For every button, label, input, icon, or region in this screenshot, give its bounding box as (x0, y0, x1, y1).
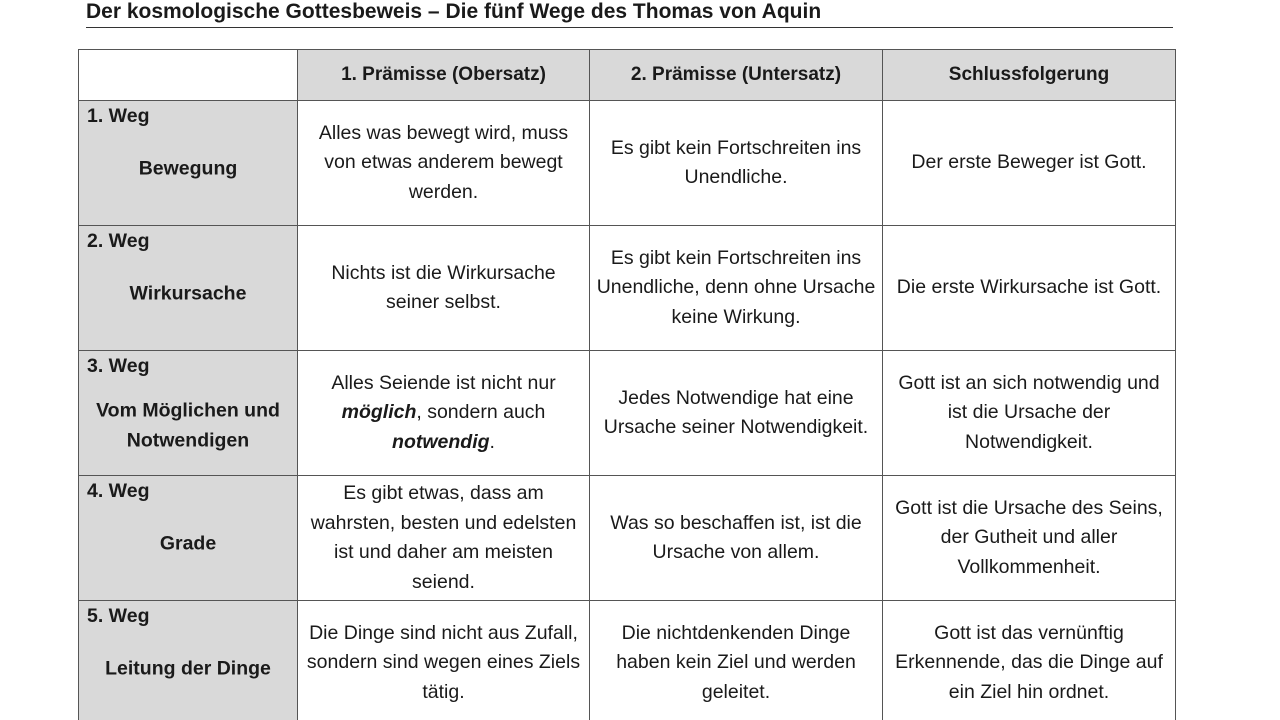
table-row (79, 351, 1176, 476)
way-header-cell (79, 101, 298, 226)
way-header-cell (79, 351, 298, 476)
conclusion-cell: Der erste Beweger ist Gott. (883, 101, 1176, 226)
document-title: Der kosmologische Gottesbeweis – Die fünf Wege des Thomas von Aquin (86, 0, 822, 23)
premise2-cell: Es gibt kein Fortschreiten ins Unendliche, denn ohne Ursache keine Wirkung. (590, 226, 883, 351)
table-row (79, 101, 1176, 226)
conclusion-cell: Gott ist an sich notwendig und ist die Ursache der Notwendigkeit. (883, 351, 1176, 476)
premise1-cell: Nichts ist die Wirkursache seiner selbst. (298, 226, 590, 351)
premise1-cell: Alles was bewegt wird, muss von etwas anderem bewegt werden. (298, 101, 590, 226)
premise1-text: . (489, 430, 495, 453)
header-conclusion: Schlussfolgerung (883, 50, 1176, 101)
premise2-cell: Die nichtdenkenden Dinge haben kein Ziel und werden geleitet. (590, 601, 883, 720)
way-header-cell (79, 226, 298, 351)
premise1-cell: Es gibt etwas, dass am wahrsten, besten und edelsten ist und daher am meisten seiend. (298, 476, 590, 601)
header-corner-cell (79, 50, 298, 101)
way-number: 4. Weg (87, 480, 150, 502)
header-premise2: 2. Prämisse (Untersatz) (590, 50, 883, 101)
premise2-cell: Es gibt kein Fortschreiten ins Unendliche. (590, 101, 883, 226)
emphasis-text: notwendig (392, 430, 490, 453)
conclusion-cell: Gott ist das vernünftig Erkennende, das die Dinge auf ein Ziel hin ordnet. (883, 601, 1176, 720)
emphasis-text: möglich (341, 401, 417, 424)
table-row (79, 226, 1176, 351)
way-number: 1. Weg (87, 105, 150, 127)
way-name: Leitung der Dinge (105, 657, 271, 680)
premise1-text: , sondern auch (416, 401, 546, 424)
table-row (79, 601, 1176, 720)
way-number: 2. Weg (87, 230, 150, 252)
way-header-cell (79, 601, 298, 720)
premise1-cell: Die Dinge sind nicht aus Zufall, sondern sind wegen eines Ziels tätig. (298, 601, 590, 720)
premise1-text: Alles Seiende ist nicht nur (331, 371, 556, 394)
premise2-cell: Jedes Notwendige hat eine Ursache seiner Notwendigkeit. (590, 351, 883, 476)
way-number: 5. Weg (87, 605, 150, 627)
header-premise1: 1. Prämisse (Obersatz) (298, 50, 590, 101)
way-number: 3. Weg (87, 355, 150, 377)
five-ways-table (78, 49, 1176, 720)
way-name: Grade (159, 532, 217, 555)
conclusion-cell: Gott ist die Ursache des Seins, der Gutheit und aller Vollkommenheit. (883, 476, 1176, 601)
way-header-cell (79, 476, 298, 601)
title-underline (86, 27, 1173, 28)
premise2-cell: Was so beschaffen ist, ist die Ursache von allem. (590, 476, 883, 601)
way-name: Bewegung (138, 157, 238, 180)
way-name: Wirkursache (129, 282, 247, 305)
table-row (79, 476, 1176, 601)
premise1-cell (298, 351, 590, 476)
way-name: Vom Möglichen und Notwendigen (96, 399, 280, 451)
conclusion-cell: Die erste Wirkursache ist Gott. (883, 226, 1176, 351)
table-header-row (79, 50, 1176, 101)
